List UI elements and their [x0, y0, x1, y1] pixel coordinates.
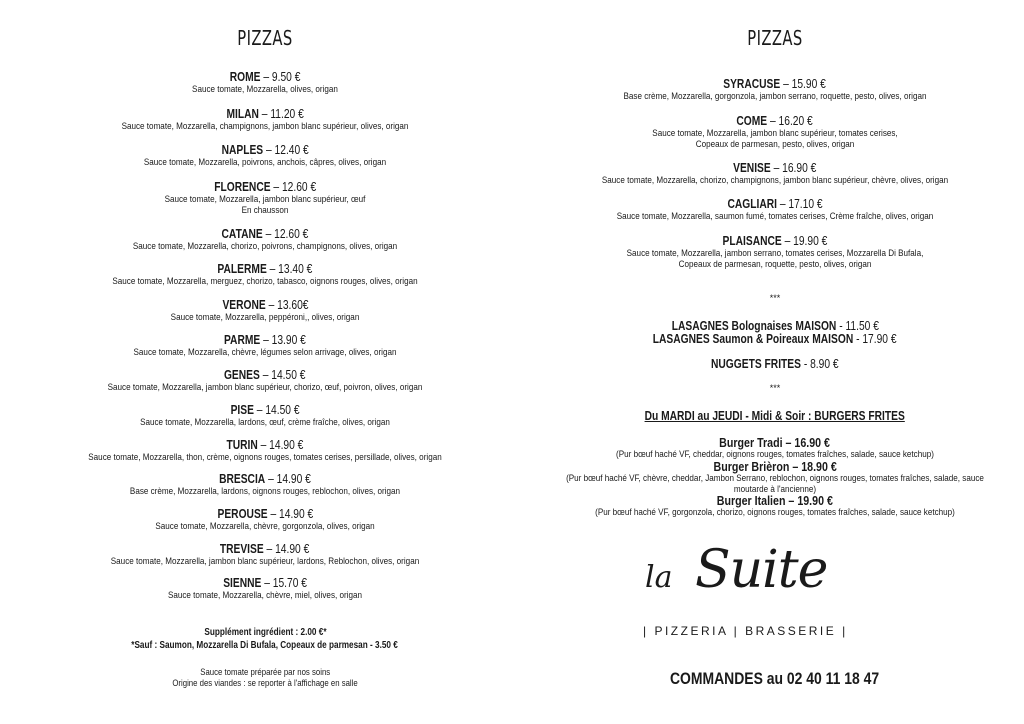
- pizza-description: Base crème, Mozzarella, lardons, oignons rouges, reblochon, olives, origan: [129, 486, 401, 496]
- pizza-name: PARME: [224, 333, 261, 347]
- pizza-description: Sauce tomate, Mozzarella, champignons, jambon blanc supérieur, olives, origan: [121, 121, 409, 131]
- nuggets-price: - 8.90 €: [804, 357, 839, 371]
- supplement-exception: *Sauf : Saumon, Mozzarella Di Bufala, Copeaux de parmesan - 3.50 €: [131, 640, 399, 651]
- burger-item: [525, 494, 1024, 518]
- burger-name: Burger Brièron: [713, 459, 790, 474]
- pizza-price: – 15.70 €: [264, 576, 307, 590]
- pizza-item: [20, 542, 510, 567]
- pizza-item: [20, 403, 510, 428]
- burger-name: Burger Italien: [716, 493, 786, 508]
- pizza-description: Sauce tomate, Mozzarella, saumon fumé, tomates cerises, Crème fraîche, olives, origan: [616, 211, 934, 221]
- right-column: [525, 0, 1024, 724]
- notes-block: [20, 667, 510, 689]
- pizza-description: Sauce tomate, Mozzarella, olives, origan: [192, 84, 338, 94]
- pizza-price: – 14.90 €: [270, 507, 313, 521]
- pizza-item: [20, 368, 510, 393]
- pizza-name: TURIN: [226, 438, 258, 452]
- pizza-price: – 14.90 €: [260, 438, 304, 452]
- pizza-name: PEROUSE: [217, 507, 268, 521]
- lasagne-saumon-price: - 17.90 €: [856, 332, 897, 346]
- pizza-item: [20, 298, 510, 323]
- pizza-item: [20, 227, 510, 252]
- pizza-description: Sauce tomate, Mozzarella, jambon serrano, tomates cerises, Mozzarella Di Bufala,: [626, 248, 924, 258]
- pizza-description: Sauce tomate, Mozzarella, thon, crème, oignons rouges, tomates cerises, persillade, olives, origan: [88, 452, 442, 462]
- pizza-price: – 19.90 €: [784, 234, 828, 248]
- pizza-price: – 13.90 €: [263, 333, 306, 347]
- supplement-block: [20, 626, 510, 652]
- pizza-price: – 15.90 €: [783, 77, 827, 91]
- pizza-description: Base crème, Mozzarella, gorgonzola, jambon serrano, roquette, pesto, olives, origan: [623, 91, 927, 101]
- pizza-description: En chausson: [241, 204, 289, 215]
- pizza-item: [20, 107, 510, 132]
- pizza-name: CAGLIARI: [727, 197, 777, 211]
- pizza-name: MILAN: [226, 107, 259, 121]
- pizza-item: [20, 143, 510, 168]
- pizza-item: [20, 507, 510, 532]
- pizza-price: – 17.10 €: [779, 197, 823, 211]
- pizza-item: [525, 114, 1024, 149]
- lasagne-bolognaise-price: - 11.50 €: [838, 319, 879, 333]
- burger-item: [525, 460, 1024, 494]
- separator-2: ***: [769, 383, 781, 393]
- pizza-price: – 16.90 €: [773, 161, 817, 175]
- logo-suite: Suite: [695, 540, 828, 600]
- pizza-price: – 14.50 €: [256, 403, 300, 417]
- left-heading: PIZZAS: [237, 26, 293, 50]
- pizza-price: – 16.20 €: [770, 114, 814, 128]
- pizza-price: – 13.40 €: [269, 262, 313, 276]
- burger-description: moutarde à l'ancienne): [733, 483, 817, 494]
- pizza-description: Sauce tomate, Mozzarella, jambon blanc supérieur, lardons, Reblochon, olives, origan: [110, 556, 420, 566]
- pizza-name: SYRACUSE: [723, 77, 781, 91]
- burger-price: – 18.90 €: [792, 459, 837, 474]
- pizza-price: – 9.50 €: [263, 70, 301, 84]
- pizza-name: VENISE: [733, 161, 771, 175]
- burgers-heading: Du MARDI au JEUDI - Midi & Soir : BURGERS FRITES: [644, 409, 906, 423]
- pizza-description: Sauce tomate, Mozzarella, jambon blanc supérieur, chorizo, œuf, poivron, olives, origan: [107, 382, 423, 392]
- left-column: [20, 0, 510, 724]
- order-phone: COMMANDES au 02 40 11 18 47: [669, 669, 880, 688]
- pizza-description: Sauce tomate, Mozzarella, chèvre, miel, olives, origan: [167, 590, 363, 600]
- pizza-price: – 12.60 €: [265, 227, 309, 241]
- pizza-description: Copeaux de parmesan, roquette, pesto, olives, origan: [678, 258, 872, 269]
- pizza-description: Sauce tomate, Mozzarella, poivrons, anchois, câpres, olives, origan: [143, 157, 387, 167]
- right-heading: PIZZAS: [747, 26, 803, 50]
- burger-price: – 16.90 €: [785, 435, 831, 450]
- lasagne-saumon-name: LASAGNES Saumon & Poireaux MAISON: [653, 332, 854, 346]
- pizza-name: PALERME: [217, 262, 267, 276]
- pizza-price: – 12.60 €: [273, 180, 316, 194]
- pizza-item: [525, 234, 1024, 269]
- nuggets-name: NUGGETS FRITES: [711, 357, 802, 371]
- burger-item: [525, 436, 1024, 460]
- pizza-item: [20, 262, 510, 287]
- pizza-price: – 12.40 €: [265, 143, 309, 157]
- supplement-text: Supplément ingrédient : 2.00 €*: [203, 627, 327, 638]
- pizza-item: [20, 180, 510, 215]
- pizza-description: Sauce tomate, Mozzarella, chorizo, poivrons, champignons, olives, origan: [132, 241, 398, 251]
- pizza-name: ROME: [229, 70, 261, 84]
- pizza-description: Sauce tomate, Mozzarella, lardons, œuf, crème fraîche, olives, origan: [140, 417, 390, 427]
- pizza-name: CATANE: [221, 227, 263, 241]
- pizza-description: Sauce tomate, Mozzarella, chèvre, gorgonzola, olives, origan: [155, 521, 375, 531]
- pizza-description: Sauce tomate, Mozzarella, chorizo, champignons, jambon blanc supérieur, chèvre, olives, origan: [601, 175, 949, 185]
- pizza-price: – 14.50 €: [262, 368, 306, 382]
- pizza-name: SIENNE: [223, 576, 262, 590]
- pizza-description: Sauce tomate, Mozzarella, chèvre, légumes selon arrivage, olives, origan: [133, 347, 397, 357]
- pizza-name: BRESCIA: [219, 472, 266, 486]
- separator: ***: [769, 293, 781, 303]
- pizza-name: TREVISE: [220, 542, 265, 556]
- note-sauce: Sauce tomate préparée par nos soins: [200, 667, 330, 678]
- pizza-item: [20, 576, 510, 601]
- pizza-item: [525, 161, 1024, 186]
- pizza-name: NAPLES: [221, 143, 263, 157]
- burger-description: (Pur bœuf haché VF, chèvre, cheddar, Jambon Serrano, reblochon, oignons rouges, tomates fraîches, salade, sauce: [566, 473, 984, 483]
- pizza-price: – 13.60€: [268, 298, 309, 312]
- logo-subtitle: | PIZZERIA | BRASSERIE |: [643, 624, 848, 638]
- pizza-item: [20, 70, 510, 95]
- pizza-item: [20, 438, 510, 463]
- burger-price: – 19.90 €: [788, 493, 834, 508]
- nuggets-item: [525, 358, 1024, 371]
- lasagnes-block: [525, 320, 1024, 346]
- pizza-description: Sauce tomate, Mozzarella, merguez, chorizo, tabasco, oignons rouges, olives, origan: [112, 276, 418, 286]
- note-meat: Origine des viandes : se reporter à l'affichage en salle: [172, 678, 358, 689]
- pizza-description: Sauce tomate, Mozzarella, jambon blanc supérieur, tomates cerises,: [652, 128, 898, 138]
- pizza-name: GENES: [224, 368, 261, 382]
- burger-description: (Pur bœuf haché VF, cheddar, oignons rouges, tomates fraîches, salade, sauce ketchup): [616, 449, 934, 459]
- pizza-price: – 14.90 €: [268, 472, 311, 486]
- pizza-name: FLORENCE: [214, 180, 271, 194]
- pizza-name: PLAISANCE: [722, 234, 782, 248]
- pizza-price: – 11.20 €: [261, 107, 304, 121]
- burger-name: Burger Tradi: [719, 435, 783, 450]
- pizza-name: VERONE: [221, 298, 266, 312]
- pizza-description: Sauce tomate, Mozzarella, peppéroni,, olives, origan: [170, 312, 360, 322]
- pizza-name: PISE: [230, 403, 254, 417]
- lasagne-bolognaise-name: LASAGNES Bolognaises MAISON: [671, 319, 837, 333]
- pizza-item: [525, 197, 1024, 222]
- pizza-item: [20, 472, 510, 497]
- pizza-description: Sauce tomate, Mozzarella, jambon blanc supérieur, œuf: [164, 194, 366, 204]
- burger-description: (Pur bœuf haché VF, gorgonzola, chorizo, oignons rouges, tomates fraîches, salade, sauce ketchup): [595, 507, 955, 517]
- pizza-description: Copeaux de parmesan, pesto, olives, origan: [695, 138, 855, 149]
- pizza-name: COME: [736, 114, 768, 128]
- logo-la: la: [645, 560, 673, 595]
- pizza-item: [525, 77, 1024, 102]
- pizza-price: – 14.90 €: [266, 542, 310, 556]
- pizza-item: [20, 333, 510, 358]
